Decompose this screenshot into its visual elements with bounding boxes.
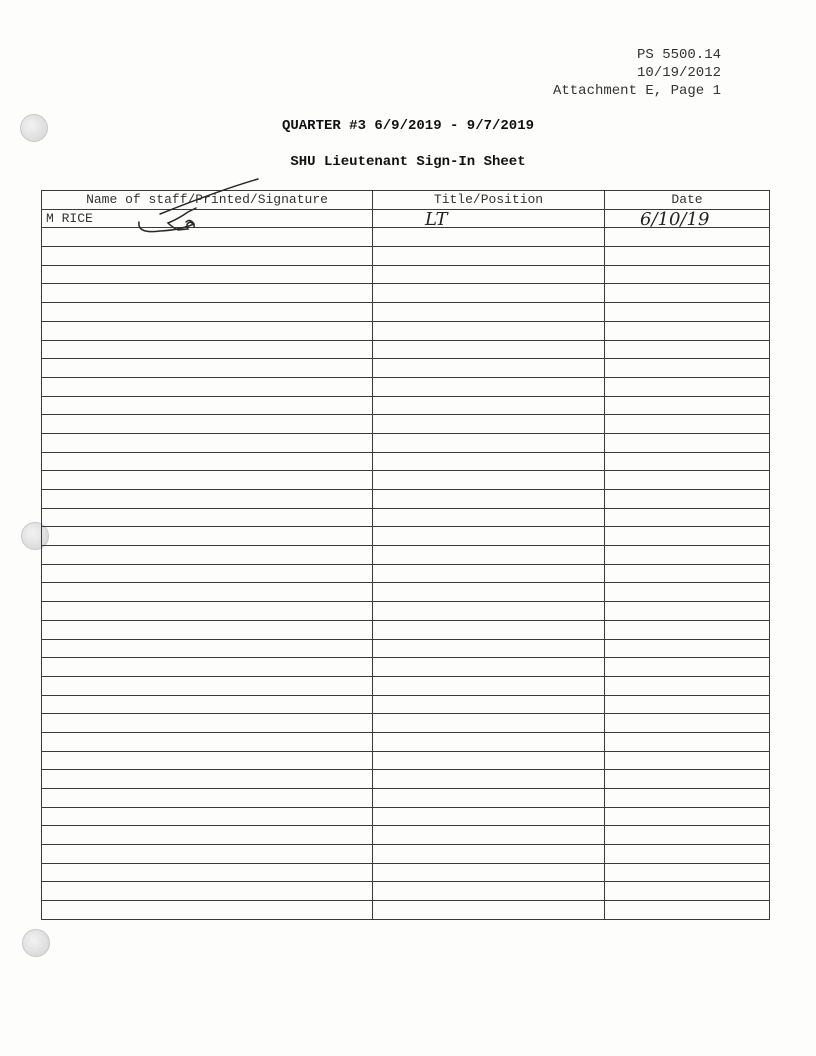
cell-name [42,228,373,247]
cell-name [42,265,373,284]
document-reference [553,46,721,100]
table-row [42,452,770,471]
cell-title [373,284,605,303]
cell-name [42,527,373,546]
cell-name [42,732,373,751]
cell-title [373,845,605,864]
cell-date [605,770,770,789]
cell-name [42,490,373,509]
cell-title [373,527,605,546]
table-row [42,620,770,639]
table-row [42,415,770,434]
cell-date [605,265,770,284]
cell-title [373,433,605,452]
cell-title [373,901,605,920]
cell-title [373,676,605,695]
cell-date [605,321,770,340]
table-row [42,527,770,546]
table-row [42,639,770,658]
cell-date [605,527,770,546]
table-row [42,901,770,920]
cell-title [373,247,605,266]
cell-date [605,695,770,714]
table-row [42,396,770,415]
table-row [42,714,770,733]
cell-name [42,807,373,826]
cell-title [373,265,605,284]
cell-date [605,676,770,695]
cell-name [42,639,373,658]
policy-date: 10/19/2012 [636,65,721,81]
cell-title [373,583,605,602]
cell-title [373,209,605,228]
cell-date [605,583,770,602]
cell-name [42,845,373,864]
cell-name [42,452,373,471]
cell-title [373,602,605,621]
cell-title [373,714,605,733]
cell-name [42,564,373,583]
cell-date [605,228,770,247]
column-header-name: Name of staff/Printed/Signature [42,191,373,210]
cell-date [605,359,770,378]
cell-date [605,564,770,583]
cell-name [42,321,373,340]
table-row [42,303,770,322]
cell-name [42,695,373,714]
cell-date [605,396,770,415]
cell-name [42,658,373,677]
cell-date [605,415,770,434]
sign-in-table [41,190,770,920]
policy-number: PS 5500.14 [636,47,721,63]
cell-date [605,751,770,770]
cell-title [373,826,605,845]
cell-date [605,620,770,639]
table-row [42,695,770,714]
quarter-title: QUARTER #3 6/9/2019 - 9/7/2019 [281,118,535,134]
cell-name [42,340,373,359]
table-row [42,789,770,808]
cell-date [605,340,770,359]
cell-date [605,807,770,826]
cell-title [373,321,605,340]
table-row [42,284,770,303]
table-row [42,228,770,247]
cell-name [42,508,373,527]
table-row [42,546,770,565]
punch-hole-bottom [22,929,50,957]
cell-date [605,789,770,808]
column-header-title: Title/Position [373,191,605,210]
table-row [42,471,770,490]
cell-title [373,546,605,565]
cell-date [605,303,770,322]
table-row [42,265,770,284]
table-row [42,770,770,789]
table-row [42,882,770,901]
table-row [42,490,770,509]
handwritten-date: 6/10/19 [640,209,710,230]
cell-name [42,789,373,808]
cell-title [373,564,605,583]
cell-name [42,770,373,789]
cell-name [42,303,373,322]
cell-date [605,247,770,266]
table-row [42,807,770,826]
table-row [42,321,770,340]
cell-title [373,751,605,770]
cell-title [373,863,605,882]
column-header-date: Date [605,191,770,210]
table-body [42,209,770,919]
table-row [42,602,770,621]
cell-name [42,471,373,490]
cell-title [373,415,605,434]
cell-name [42,583,373,602]
cell-date [605,732,770,751]
table-row [42,564,770,583]
handwritten-title: LT [425,209,448,230]
cell-date [605,602,770,621]
cell-name [42,901,373,920]
cell-date [605,471,770,490]
cell-title [373,695,605,714]
cell-title [373,490,605,509]
cell-date [605,882,770,901]
cell-title [373,303,605,322]
cell-title [373,620,605,639]
cell-name [42,826,373,845]
table-row [42,377,770,396]
cell-date [605,546,770,565]
table-row [42,863,770,882]
cell-title [373,377,605,396]
cell-title [373,228,605,247]
cell-name [42,396,373,415]
cell-name [42,247,373,266]
cell-title [373,658,605,677]
cell-name [42,546,373,565]
cell-title [373,396,605,415]
table-row [42,247,770,266]
cell-date [605,901,770,920]
table-row [42,583,770,602]
cell-title [373,882,605,901]
table-row [42,826,770,845]
cell-name [42,751,373,770]
cell-title [373,770,605,789]
cell-name [42,620,373,639]
cell-name [42,284,373,303]
cell-title [373,471,605,490]
table-row [42,658,770,677]
cell-date [605,658,770,677]
cell-title [373,789,605,808]
table-row [42,359,770,378]
table-header-row [42,191,770,210]
table-row [42,508,770,527]
sheet-title: SHU Lieutenant Sign-In Sheet [290,154,526,170]
table-row [42,845,770,864]
cell-date [605,845,770,864]
table-row [42,340,770,359]
cell-date [605,433,770,452]
cell-date [605,508,770,527]
cell-title [373,732,605,751]
cell-date [605,863,770,882]
cell-name [42,863,373,882]
cell-title [373,452,605,471]
table-row [42,433,770,452]
cell-date [605,639,770,658]
cell-name [42,602,373,621]
cell-name [42,882,373,901]
cell-title [373,807,605,826]
table-row [42,732,770,751]
cell-title [373,508,605,527]
cell-date [605,826,770,845]
cell-name [42,415,373,434]
cell-date [605,714,770,733]
table-row [42,751,770,770]
cell-title [373,359,605,378]
cell-title [373,340,605,359]
table-row [42,676,770,695]
cell-name [42,433,373,452]
cell-date [605,490,770,509]
cell-name: M RICE [42,209,373,228]
cell-name [42,359,373,378]
cell-name [42,676,373,695]
cell-date [605,452,770,471]
cell-date [605,377,770,396]
attachment-label: Attachment E, Page 1 [552,83,721,99]
cell-name [42,714,373,733]
cell-name [42,377,373,396]
cell-title [373,639,605,658]
cell-date [605,284,770,303]
